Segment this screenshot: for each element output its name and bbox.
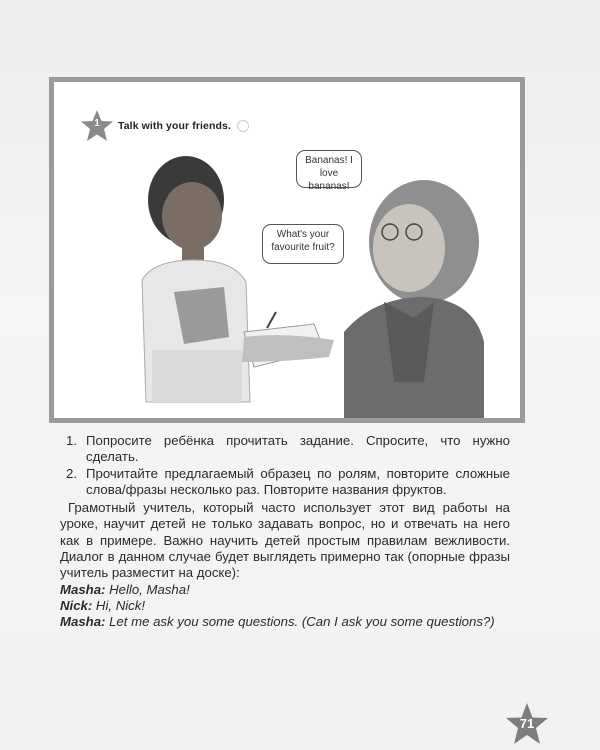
star-icon [80,109,114,143]
list-item [60,433,510,466]
speech-bubble-question [262,224,344,264]
instruction-text [60,433,510,631]
dialogue-text: Hello, Masha! [105,581,190,597]
task-title: Talk with your friends. [118,120,231,132]
page-number: 71 [519,716,535,731]
list-number: 2. [66,465,77,481]
body-paragraph: Грамотный учитель, который часто использует этот вид работы на уроке, научит детей не только задавать вопрос, но и отвечать на него как в примере. Важно научить детей простым правилам вежливости. Диалог в данном случае будет выглядеть примерно так (опорные фразы учитель разместит на доске): [60,500,510,581]
girl-figure [344,180,484,418]
bubble-line: What's your [276,229,330,240]
illustration-frame [49,77,525,423]
list-text: Попросите ребёнка прочитать задание. Спросите, что нужно сделать. [86,433,510,465]
task-header [80,109,249,143]
speaker-name: Nick: [60,597,93,613]
bubble-line: Bananas! I love [305,155,353,179]
list-number: 1. [66,433,77,448]
dialogue-line [60,614,510,630]
dialogue-line [60,598,510,614]
bubble-line: favourite fruit? [271,242,335,253]
bubble-line: bananas! [308,181,350,192]
task-number: 1 [94,118,100,129]
speech-bubble-bananas [296,150,362,192]
dialogue-text: Let me ask you some questions. (Can I ask you some questions?) [105,614,495,630]
decorative-circle-icon [237,120,249,132]
list-item [60,466,510,499]
dialogue-text: Hi, Nick! [92,597,145,613]
speaker-name: Masha: [60,614,106,630]
list-text: Прочитайте предлагаемый образец по ролям, повторите сложные слова/фразы несколько раз. Повторите названия фруктов. [86,465,510,497]
speaker-name: Masha: [60,581,106,597]
dialogue-line [60,582,510,598]
